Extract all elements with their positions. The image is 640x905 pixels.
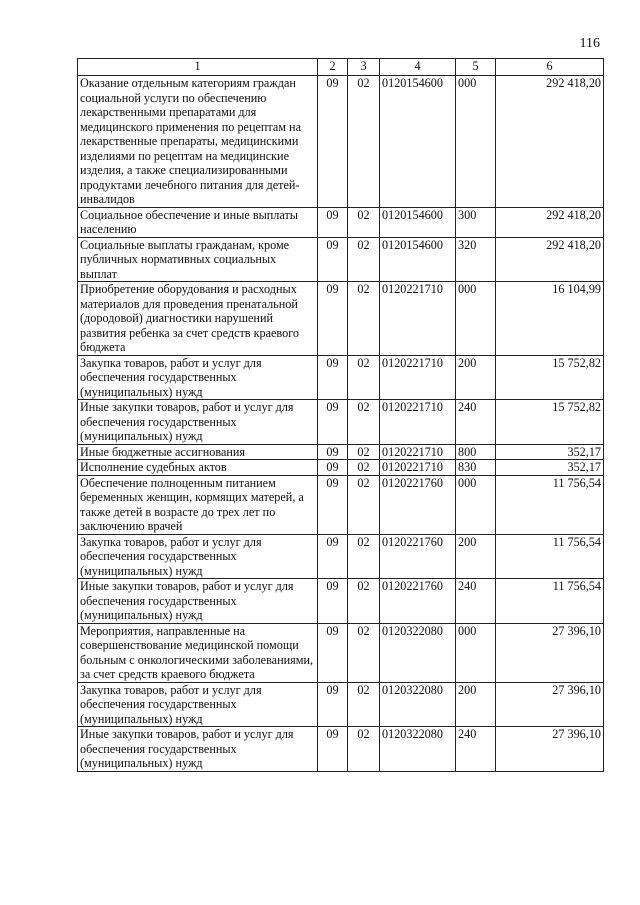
row-section-cell: 09 [318, 444, 348, 460]
row-subsection-cell: 02 [348, 76, 380, 208]
row-section-cell: 09 [318, 727, 348, 772]
column-header: 5 [456, 59, 496, 76]
table-row [78, 76, 604, 208]
row-name-cell: Мероприятия, направленные на совершенствование медицинской помощи больным с онкологическими заболеваниями, за счет средств краевого бюджета [78, 623, 318, 682]
row-name-cell: Закупка товаров, работ и услуг для обеспечения государственных (муниципальных) нужд [78, 355, 318, 400]
row-subsection-cell: 02 [348, 579, 380, 624]
row-name-cell: Закупка товаров, работ и услуг для обеспечения государственных (муниципальных) нужд [78, 534, 318, 579]
row-name-cell: Социальное обеспечение и иные выплаты населению [78, 207, 318, 237]
row-subsection-cell: 02 [348, 282, 380, 356]
row-amount-cell: 11 756,54 [496, 534, 604, 579]
table-row [78, 207, 604, 237]
row-amount-cell: 15 752,82 [496, 355, 604, 400]
row-target-code-cell: 0120221710 [380, 400, 456, 445]
row-target-code-cell: 0120221760 [380, 475, 456, 534]
column-header: 4 [380, 59, 456, 76]
row-name-cell: Иные бюджетные ассигнования [78, 444, 318, 460]
row-amount-cell: 292 418,20 [496, 76, 604, 208]
column-header: 3 [348, 59, 380, 76]
table-row [78, 727, 604, 772]
row-subsection-cell: 02 [348, 207, 380, 237]
row-expense-type-cell: 300 [456, 207, 496, 237]
row-amount-cell: 352,17 [496, 444, 604, 460]
row-expense-type-cell: 200 [456, 534, 496, 579]
row-expense-type-cell: 000 [456, 282, 496, 356]
column-header: 2 [318, 59, 348, 76]
row-subsection-cell: 02 [348, 534, 380, 579]
row-section-cell: 09 [318, 282, 348, 356]
table-row [78, 282, 604, 356]
row-subsection-cell: 02 [348, 682, 380, 727]
row-target-code-cell: 0120322080 [380, 682, 456, 727]
row-section-cell: 09 [318, 475, 348, 534]
row-expense-type-cell: 000 [456, 623, 496, 682]
row-subsection-cell: 02 [348, 237, 380, 282]
row-subsection-cell: 02 [348, 475, 380, 534]
table-row [78, 475, 604, 534]
row-section-cell: 09 [318, 237, 348, 282]
row-target-code-cell: 0120322080 [380, 623, 456, 682]
table-row [78, 355, 604, 400]
row-expense-type-cell: 240 [456, 727, 496, 772]
row-target-code-cell: 0120154600 [380, 76, 456, 208]
row-name-cell: Исполнение судебных актов [78, 460, 318, 476]
row-name-cell: Закупка товаров, работ и услуг для обеспечения государственных (муниципальных) нужд [78, 682, 318, 727]
row-expense-type-cell: 240 [456, 579, 496, 624]
row-subsection-cell: 02 [348, 444, 380, 460]
row-expense-type-cell: 000 [456, 475, 496, 534]
row-expense-type-cell: 000 [456, 76, 496, 208]
row-expense-type-cell: 200 [456, 682, 496, 727]
table-row [78, 444, 604, 460]
row-amount-cell: 292 418,20 [496, 207, 604, 237]
row-name-cell: Обеспечение полноценным питанием беременных женщин, кормящих матерей, а также детей в возрасте до трех лет по заключению врачей [78, 475, 318, 534]
row-section-cell: 09 [318, 623, 348, 682]
row-subsection-cell: 02 [348, 460, 380, 476]
row-amount-cell: 11 756,54 [496, 475, 604, 534]
row-section-cell: 09 [318, 400, 348, 445]
row-target-code-cell: 0120221760 [380, 579, 456, 624]
row-amount-cell: 27 396,10 [496, 623, 604, 682]
row-target-code-cell: 0120154600 [380, 207, 456, 237]
table-row [78, 400, 604, 445]
table-row [78, 534, 604, 579]
row-section-cell: 09 [318, 207, 348, 237]
row-target-code-cell: 0120221710 [380, 444, 456, 460]
table-row [78, 460, 604, 476]
row-amount-cell: 352,17 [496, 460, 604, 476]
table-row [78, 623, 604, 682]
row-subsection-cell: 02 [348, 355, 380, 400]
row-amount-cell: 27 396,10 [496, 682, 604, 727]
table-row [78, 579, 604, 624]
row-amount-cell: 27 396,10 [496, 727, 604, 772]
row-expense-type-cell: 320 [456, 237, 496, 282]
row-expense-type-cell: 800 [456, 444, 496, 460]
row-expense-type-cell: 240 [456, 400, 496, 445]
row-target-code-cell: 0120322080 [380, 727, 456, 772]
row-target-code-cell: 0120221710 [380, 355, 456, 400]
row-amount-cell: 16 104,99 [496, 282, 604, 356]
row-target-code-cell: 0120221710 [380, 460, 456, 476]
row-section-cell: 09 [318, 76, 348, 208]
row-target-code-cell: 0120154600 [380, 237, 456, 282]
budget-table [77, 58, 604, 772]
row-amount-cell: 292 418,20 [496, 237, 604, 282]
table-body [78, 76, 604, 772]
table-header-row [78, 59, 604, 76]
row-name-cell: Иные закупки товаров, работ и услуг для обеспечения государственных (муниципальных) нужд [78, 727, 318, 772]
table-row [78, 682, 604, 727]
page-number: 116 [579, 36, 600, 51]
row-target-code-cell: 0120221710 [380, 282, 456, 356]
row-target-code-cell: 0120221760 [380, 534, 456, 579]
row-amount-cell: 11 756,54 [496, 579, 604, 624]
row-expense-type-cell: 830 [456, 460, 496, 476]
row-name-cell: Оказание отдельным категориям граждан социальной услуги по обеспечению лекарственными препаратами для медицинского применения по рецептам на лекарственные препараты, медицинскими изделиями по рецептам на медицинские изделия, а также специализированными продуктами лечебного питания для детей-инвалидов [78, 76, 318, 208]
row-name-cell: Иные закупки товаров, работ и услуг для обеспечения государственных (муниципальных) нужд [78, 400, 318, 445]
row-section-cell: 09 [318, 534, 348, 579]
row-section-cell: 09 [318, 355, 348, 400]
row-expense-type-cell: 200 [456, 355, 496, 400]
row-name-cell: Приобретение оборудования и расходных материалов для проведения пренатальной (дородовой) диагностики нарушений развития ребенка за счет средств краевого бюджета [78, 282, 318, 356]
row-subsection-cell: 02 [348, 400, 380, 445]
row-section-cell: 09 [318, 460, 348, 476]
column-header: 6 [496, 59, 604, 76]
row-amount-cell: 15 752,82 [496, 400, 604, 445]
row-name-cell: Социальные выплаты гражданам, кроме публичных нормативных социальных выплат [78, 237, 318, 282]
column-header: 1 [78, 59, 318, 76]
table-row [78, 237, 604, 282]
row-name-cell: Иные закупки товаров, работ и услуг для обеспечения государственных (муниципальных) нужд [78, 579, 318, 624]
row-section-cell: 09 [318, 682, 348, 727]
row-section-cell: 09 [318, 579, 348, 624]
row-subsection-cell: 02 [348, 727, 380, 772]
row-subsection-cell: 02 [348, 623, 380, 682]
